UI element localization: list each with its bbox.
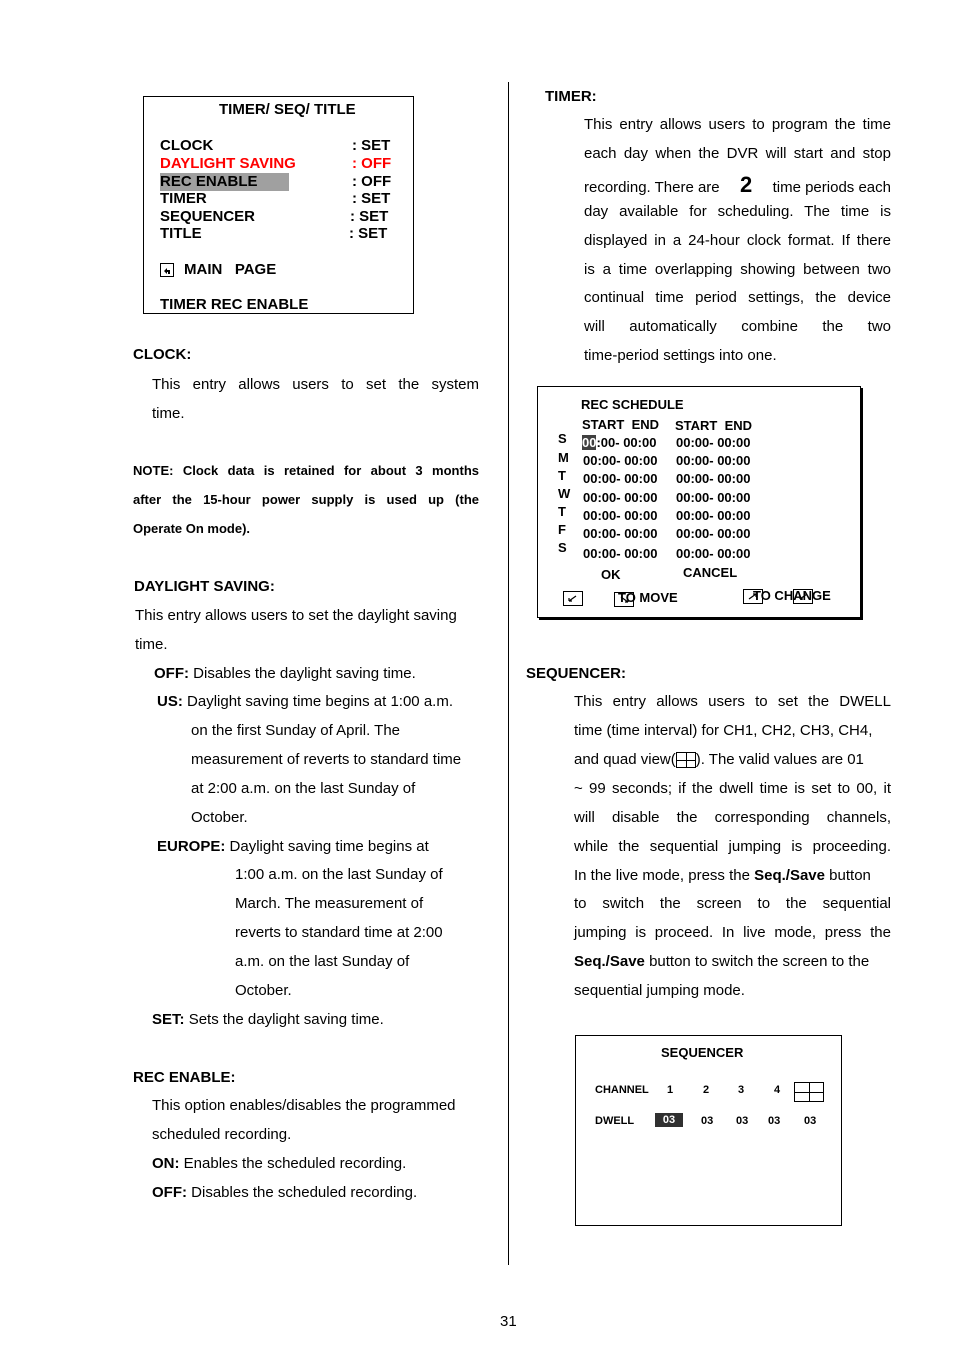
menu-item-daylight: DAYLIGHT SAVING <box>160 155 296 172</box>
seq-line-quad <box>574 751 864 768</box>
timer-line-count <box>584 172 891 198</box>
europe-line: a.m. on the last Sunday of <box>235 953 410 970</box>
dwell-value[interactable]: 03 <box>701 1115 714 1127</box>
seq-line-seqsave2 <box>574 953 869 970</box>
rec-enable-heading: REC ENABLE: <box>133 1069 236 1086</box>
return-icon <box>160 263 174 277</box>
rec-enable-line2: scheduled recording. <box>152 1126 292 1143</box>
timer-line: displayed in a 24-hour clock format. If there <box>584 232 891 249</box>
quad-view-icon <box>794 1082 824 1102</box>
menu-value-rec-enable: : OFF <box>352 173 392 190</box>
schedule-cell[interactable]: 00:00- 00:00 <box>583 526 658 541</box>
schedule-cell[interactable]: 00:00- 00:00 <box>583 490 658 505</box>
us-line: measurement of reverts to standard time <box>191 751 462 768</box>
daylight-intro2: time. <box>135 636 168 653</box>
off-text: Disables the daylight saving time. <box>193 665 416 682</box>
us-line: October. <box>191 809 248 826</box>
menu-screen <box>143 96 414 314</box>
schedule-cell[interactable]: 00:00- 00:00 <box>583 471 658 486</box>
seq-save-label: Seq./Save <box>754 867 825 884</box>
europe-line: reverts to standard time at 2:00 <box>235 924 443 941</box>
on-text: Enables the scheduled recording. <box>183 1155 407 1172</box>
ok-button[interactable]: OK <box>601 567 621 582</box>
timer-count: 2 <box>739 172 753 197</box>
rec-schedule-screen <box>537 386 861 618</box>
europe-line: October. <box>235 982 292 999</box>
menu-value-daylight: : OFF <box>352 155 392 172</box>
seq-line: jumping is proceed. In live mode, press the <box>574 924 891 941</box>
off-label: OFF: <box>154 665 189 682</box>
main-page-label: MAIN PAGE <box>184 261 277 278</box>
daylight-europe <box>157 838 429 855</box>
rec-off-text: Disables the scheduled recording. <box>191 1184 418 1201</box>
rec-enable-off <box>152 1184 417 1201</box>
menu-item-sequencer: SEQUENCER <box>160 208 256 225</box>
daylight-set <box>152 1011 384 1028</box>
timer-line: day available for scheduling. The time is <box>584 203 891 220</box>
sequencer-screen <box>575 1035 842 1226</box>
timer-line: recording. There are <box>584 179 720 196</box>
channel-number: 3 <box>738 1084 745 1096</box>
day-label: T <box>558 504 566 519</box>
note-line1: NOTE: Clock data is retained for about 3 months <box>133 463 479 478</box>
seq-line-seqsave <box>574 867 871 884</box>
seq-text: button <box>829 867 871 884</box>
day-label: M <box>558 450 569 465</box>
seq-text: ). The valid values are 01 <box>695 751 864 768</box>
europe-text: Daylight saving time begins at <box>229 838 429 855</box>
day-label: S <box>558 540 567 555</box>
column-divider <box>508 82 509 1265</box>
dwell-value[interactable]: 03 <box>804 1115 817 1127</box>
menu-value-title: : SET <box>349 225 388 242</box>
timer-line: each day when the DVR will start and stop <box>584 145 891 162</box>
rec-off-label: OFF: <box>152 1184 187 1201</box>
selected-digits[interactable]: 00 <box>582 435 597 450</box>
rec-enable-on <box>152 1155 406 1172</box>
menu-value-timer: : SET <box>352 190 391 207</box>
seq-line: to switch the screen to the sequential <box>574 895 891 912</box>
timer-line: continual time period settings, the device <box>584 289 891 306</box>
seq-line: ~ 99 seconds; if the dwell time is set to 00, it <box>574 780 891 797</box>
schedule-cell[interactable]: 00:00- 00:00 <box>676 546 751 561</box>
set-label: SET: <box>152 1011 185 1028</box>
seq-text: button to switch the screen to the <box>649 953 870 970</box>
schedule-cell[interactable]: 00:00- 00:00 <box>676 490 751 505</box>
seq-box-title: SEQUENCER <box>661 1045 744 1060</box>
schedule-cell[interactable]: 00:00- 00:00 <box>676 435 751 450</box>
seq-line: This entry allows users to set the DWELL <box>574 693 891 710</box>
schedule-col2: START END <box>675 418 753 433</box>
quad-view-icon <box>676 752 696 768</box>
menu-value-clock: : SET <box>352 137 391 154</box>
schedule-cell[interactable]: 00:00- 00:00 <box>676 453 751 468</box>
us-line: on the first Sunday of April. The <box>191 722 401 739</box>
timer-line: time periods each <box>772 179 891 196</box>
schedule-cell[interactable]: 00:00- 00:00 <box>583 508 658 523</box>
menu-footer: TIMER REC ENABLE <box>160 296 309 313</box>
schedule-cell[interactable]: 00:00- 00:00 <box>583 546 658 561</box>
us-text: Daylight saving time begins at 1:00 a.m. <box>187 693 453 710</box>
cell-rest: :00- 00:00 <box>596 435 657 450</box>
seq-line: while the sequential jumping is proceeding. <box>574 838 891 855</box>
clock-line1: This entry allows users to set the system <box>152 376 479 393</box>
left-arrow-key-icon <box>563 591 583 606</box>
seq-text: In the live mode, press the <box>574 867 750 884</box>
schedule-title: REC SCHEDULE <box>581 397 684 412</box>
us-label: US: <box>157 693 183 710</box>
menu-item-timer: TIMER <box>160 190 207 207</box>
channel-label: CHANNEL <box>595 1084 649 1096</box>
menu-title: TIMER/ SEQ/ TITLE <box>219 101 356 118</box>
seq-line: time (time interval) for CH1, CH2, CH3, CH4, <box>574 722 873 739</box>
dwell-label: DWELL <box>595 1115 635 1127</box>
channel-number: 4 <box>774 1084 781 1096</box>
to-change-label: TO CHANGE <box>753 588 831 603</box>
note-line2: after the 15-hour power supply is used up (the <box>133 492 479 507</box>
europe-line: 1:00 a.m. on the last Sunday of <box>235 866 443 883</box>
channel-number: 2 <box>703 1084 710 1096</box>
dwell-value-selected[interactable]: 03 <box>655 1113 683 1127</box>
to-move-label: TO MOVE <box>618 590 678 605</box>
dwell-value[interactable]: 03 <box>736 1115 749 1127</box>
daylight-off <box>154 665 416 682</box>
day-label: S <box>558 431 567 446</box>
menu-item-title: TITLE <box>160 225 202 242</box>
daylight-us <box>157 693 453 710</box>
schedule-cell[interactable]: 00:00- 00:00 <box>676 471 751 486</box>
us-line: at 2:00 a.m. on the last Sunday of <box>191 780 416 797</box>
timer-line: is a time overlapping showing between two <box>584 261 891 278</box>
clock-line2: time. <box>152 405 185 422</box>
timer-line: This entry allows users to program the time <box>584 116 891 133</box>
sequencer-heading: SEQUENCER: <box>526 665 627 682</box>
menu-value-sequencer: : SET <box>350 208 389 225</box>
note-line3: Operate On mode). <box>133 521 251 536</box>
timer-heading: TIMER: <box>545 88 597 105</box>
schedule-cell[interactable]: 00:00- 00:00 <box>676 508 751 523</box>
channel-number: 1 <box>667 1084 674 1096</box>
rec-enable-line1: This option enables/disables the programmed <box>152 1097 456 1114</box>
europe-label: EUROPE: <box>157 838 226 855</box>
seq-save-label: Seq./Save <box>574 953 645 970</box>
day-label: F <box>558 522 566 537</box>
schedule-cell[interactable]: 00:00- 00:00 <box>676 526 751 541</box>
timer-line: time-period settings into one. <box>584 347 777 364</box>
dwell-value[interactable]: 03 <box>768 1115 781 1127</box>
cancel-button[interactable]: CANCEL <box>683 565 738 580</box>
day-label: W <box>558 486 571 501</box>
seq-text: and quad view( <box>574 751 676 768</box>
seq-line: will disable the corresponding channels, <box>574 809 891 826</box>
on-label: ON: <box>152 1155 180 1172</box>
timer-line: will automatically combine the two <box>584 318 891 335</box>
page-number: 31 <box>500 1313 517 1330</box>
europe-line: March. The measurement of <box>235 895 424 912</box>
day-label: T <box>558 468 566 483</box>
schedule-cell[interactable]: 00:00- 00:00 <box>583 453 658 468</box>
seq-line: sequential jumping mode. <box>574 982 745 999</box>
menu-item-clock: CLOCK <box>160 137 214 154</box>
daylight-intro1: This entry allows users to set the daylight saving <box>135 607 457 624</box>
daylight-heading: DAYLIGHT SAVING: <box>134 578 275 595</box>
schedule-cell-selected[interactable] <box>582 435 656 450</box>
clock-heading: CLOCK: <box>133 346 192 363</box>
set-text: Sets the daylight saving time. <box>188 1011 384 1028</box>
menu-item-rec-enable: REC ENABLE <box>160 173 258 190</box>
schedule-col1: START END <box>582 417 660 432</box>
